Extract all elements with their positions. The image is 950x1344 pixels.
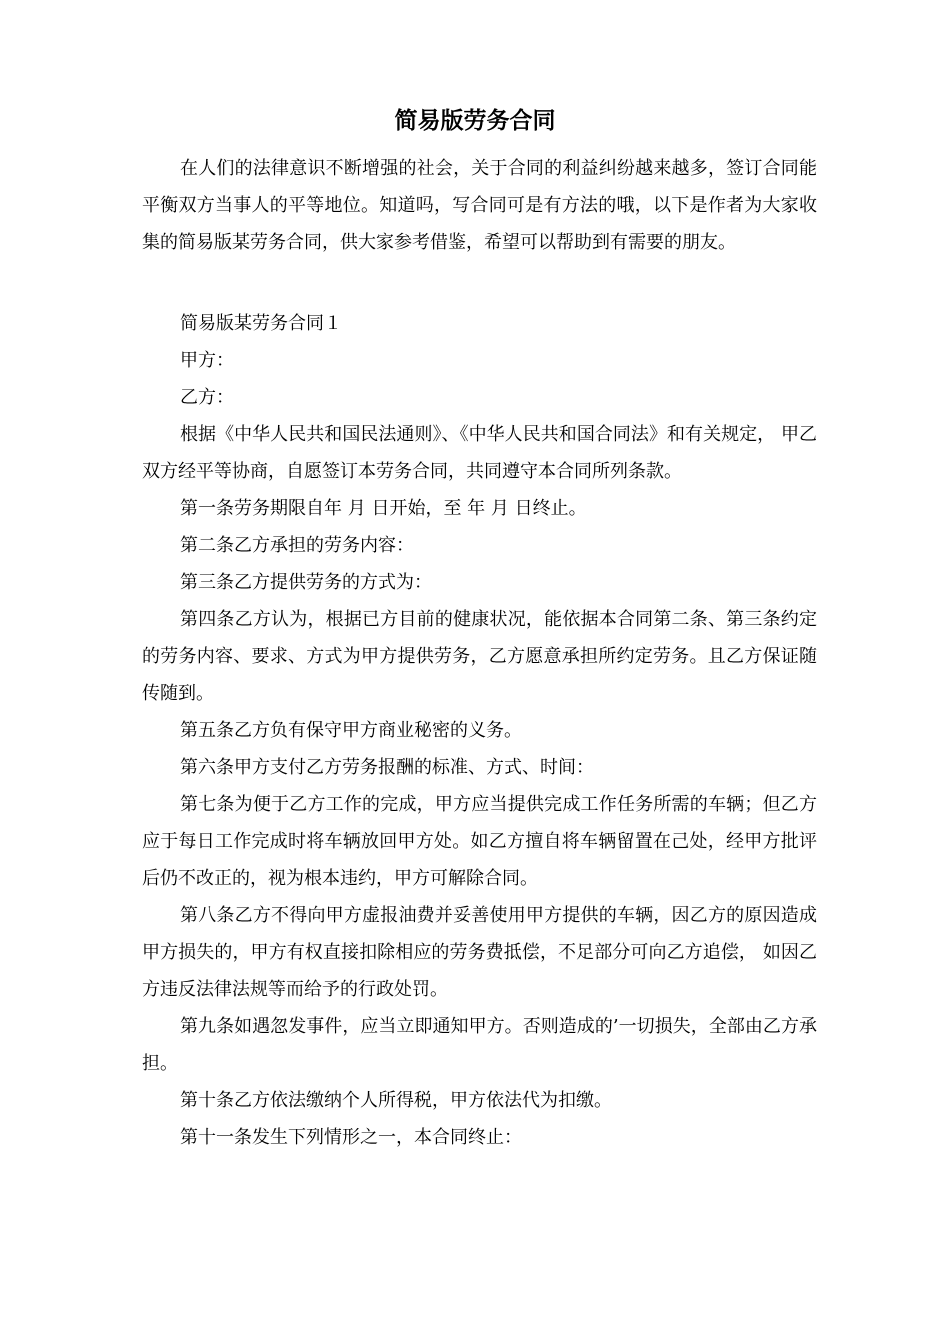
clause-9: 第九条如遇忽发事件，应当立即通知甲方。否则造成的’一切损失，全部由乙方承担。 [142,1016,817,1074]
clause-7: 第七条为便于乙方工作的完成，甲方应当提供完成工作任务所需的车辆；但乙方应于每日工作完成时将车辆放回甲方处。如乙方擅自将车辆留置在己处，经甲方批评后仍不改正的，视为根本违约，甲方可解除合同。 [142,794,817,889]
clause-2: 第二条乙方承担的劳务内容： [180,535,414,556]
document-title: 简易版劳务合同 [394,107,556,134]
intro-paragraph: 在人们的法律意识不断增强的社会，关于合同的利益纠纷越来越多，签订合同能平衡双方当事人的平等地位。知道吗，写合同可是有方法的哦，以下是作者为大家收集的简易版某劳务合同，供大家参考借鉴，希望可以帮助到有需要的朋友。 [142,158,817,253]
party-b-line: 乙方： [180,387,234,408]
clause-3: 第三条乙方提供劳务的方式为： [180,572,432,593]
paragraph-spacer [142,261,817,305]
clause-5: 第五条乙方负有保守甲方商业秘密的义务。 [180,720,522,741]
clause-4: 第四条乙方认为，根据已方目前的健康状况，能依据本合同第二条、第三条约定的劳务内容、要求、方式为甲方提供劳务，乙方愿意承担所约定劳务。且乙方保证随传随到。 [142,609,817,704]
clause-10: 第十条乙方依法缴纳个人所得税，甲方依法代为扣缴。 [180,1090,612,1111]
clause-1: 第一条劳务期限自年 月 日开始，至 年 月 日终止。 [180,498,587,519]
document-body [142,150,817,1156]
clause-11: 第十一条发生下列情形之一，本合同终止： [180,1127,522,1148]
section-heading: 简易版某劳务合同１ [180,313,342,334]
preamble-paragraph: 根据《中华人民共和国民法通则》、《中华人民共和国合同法》和有关规定， 甲乙双方经平等协商，自愿签订本劳务合同，共同遵守本合同所列条款。 [142,424,817,482]
clause-8: 第八条乙方不得向甲方虚报油费并妥善使用甲方提供的车辆，因乙方的原因造成甲方损失的，甲方有权直接扣除相应的劳务费抵偿，不足部分可向乙方追偿， 如因乙方违反法律法规等而给予的行政处罚。 [142,905,817,1000]
clause-6: 第六条甲方支付乙方劳务报酬的标准、方式、时间： [180,757,594,778]
party-a-line: 甲方： [180,350,234,371]
